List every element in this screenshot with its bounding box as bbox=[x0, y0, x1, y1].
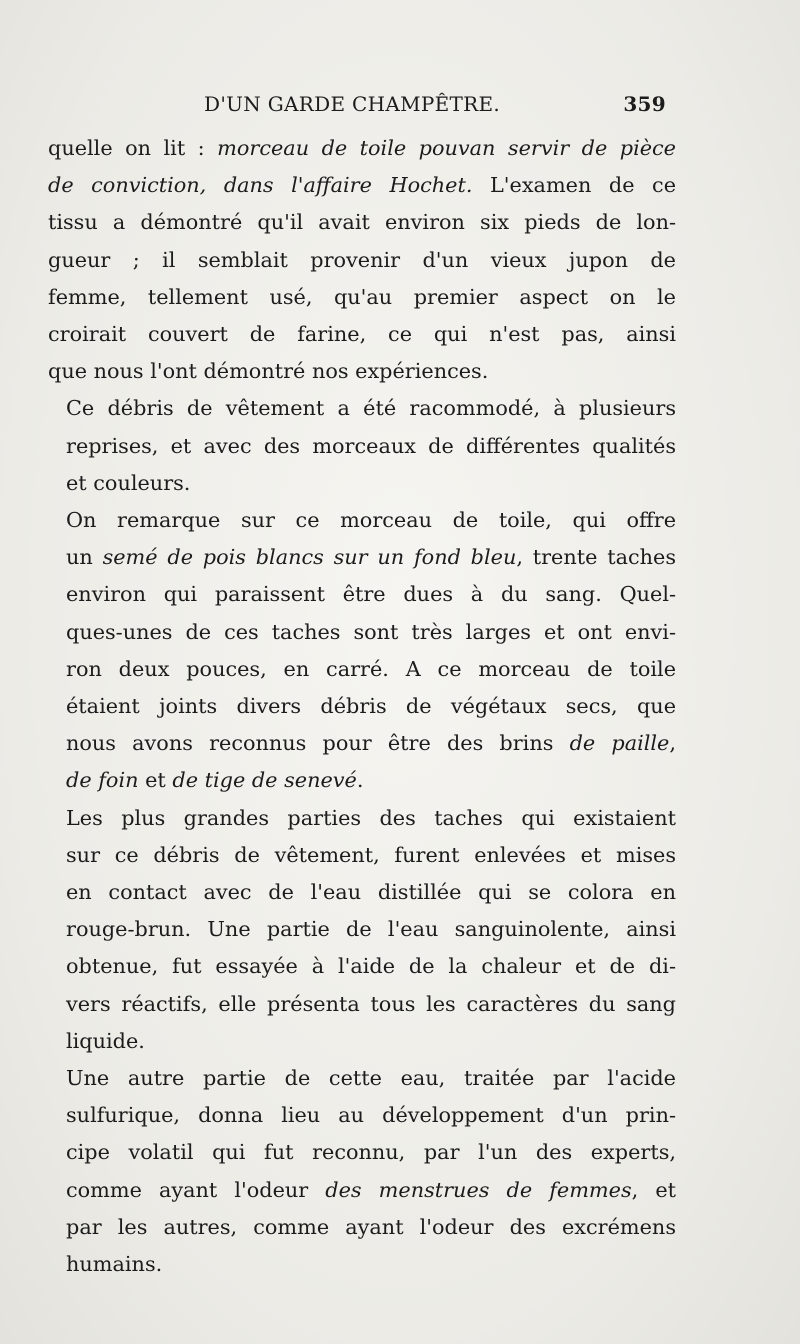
paragraph bbox=[48, 1060, 676, 1283]
text-line bbox=[48, 688, 676, 725]
paragraph bbox=[48, 502, 676, 800]
text-line bbox=[48, 874, 676, 911]
text-line bbox=[48, 1209, 676, 1246]
text-run: sur ce débris de vêtement, furent enlevées et mises bbox=[66, 842, 676, 867]
text-run: et couleurs. bbox=[66, 470, 191, 495]
text-line bbox=[48, 948, 676, 985]
text-run: Ce débris de vêtement a été racommodé, à plusieurs bbox=[66, 396, 676, 421]
running-title: D'UN GARDE CHAMPÊTRE. bbox=[204, 92, 501, 116]
text-run: et bbox=[138, 768, 173, 793]
text-line bbox=[48, 1246, 676, 1283]
text-run: . bbox=[356, 768, 364, 793]
paragraph bbox=[48, 800, 676, 1060]
text-run: quelle on lit : bbox=[48, 136, 218, 160]
paragraph bbox=[48, 390, 676, 502]
text-run: en contact avec de l'eau distillée qui se colora en bbox=[66, 880, 676, 905]
text-run: femme, tellement usé, qu'au premier aspect on le bbox=[48, 284, 676, 309]
page-header bbox=[190, 92, 666, 122]
text-line bbox=[48, 390, 676, 427]
text-run: rouge-brun. Une partie de l'eau sanguinolente, ainsi bbox=[66, 917, 676, 942]
italic-text-run: de conviction, dans l'affaire Hochet. bbox=[48, 173, 473, 198]
text-run: ron deux pouces, en carré. A ce morceau de toile bbox=[66, 656, 676, 681]
text-line bbox=[48, 1134, 676, 1171]
italic-text-run: des menstrues de femmes bbox=[325, 1177, 632, 1202]
text-run: cipe volatil qui fut reconnu, par l'un des experts, bbox=[66, 1140, 676, 1165]
text-line bbox=[48, 353, 676, 390]
text-run: croirait couvert de farine, ce qui n'est pas, ainsi bbox=[48, 322, 676, 347]
text-run: gueur ; il semblait provenir d'un vieux jupon de bbox=[48, 247, 676, 272]
text-line bbox=[48, 130, 676, 167]
text-line bbox=[48, 800, 676, 837]
text-run: obtenue, fut essayée à l'aide de la chaleur et de di- bbox=[66, 954, 676, 979]
text-line bbox=[48, 762, 676, 799]
italic-text-run: morceau de toile pouvan servir de pièce bbox=[217, 136, 676, 160]
text-run: tissu a démontré qu'il avait environ six pieds de lon- bbox=[48, 210, 676, 235]
text-line bbox=[48, 428, 676, 465]
text-line bbox=[48, 911, 676, 948]
text-line bbox=[48, 279, 676, 316]
text-run: vers réactifs, elle présenta tous les caractères du sang bbox=[66, 991, 676, 1016]
text-line bbox=[48, 1060, 676, 1097]
text-run: liquide. bbox=[66, 1028, 145, 1053]
text-run: humains. bbox=[66, 1252, 163, 1277]
text-line bbox=[48, 204, 676, 241]
text-run: On remarque sur ce morceau de toile, qui offre bbox=[66, 508, 676, 533]
text-line bbox=[48, 167, 676, 204]
text-run: étaient joints divers débris de végétaux secs, que bbox=[66, 694, 676, 719]
text-run: Une autre partie de cette eau, traitée par l'acide bbox=[66, 1066, 676, 1091]
text-run: , et bbox=[631, 1177, 676, 1202]
text-run: Les plus grandes parties des taches qui existaient bbox=[66, 805, 676, 830]
text-run: comme ayant l'odeur bbox=[66, 1177, 326, 1202]
italic-text-run: semé de pois blancs sur un fond bleu bbox=[102, 545, 517, 570]
paragraph bbox=[48, 130, 676, 390]
text-line bbox=[48, 651, 676, 688]
text-run: environ qui paraissent être dues à du sang. Quel- bbox=[66, 582, 676, 607]
text-run: L'examen de ce bbox=[472, 173, 677, 198]
text-run: sulfurique, donna lieu au développement d'un prin- bbox=[66, 1103, 676, 1128]
text-line bbox=[48, 316, 676, 353]
body-text bbox=[48, 130, 676, 1283]
italic-text-run: de tige de senevé bbox=[172, 768, 357, 793]
text-line bbox=[48, 725, 676, 762]
text-run: nous avons reconnus pour être des brins bbox=[66, 731, 570, 756]
page-number: 359 bbox=[623, 92, 666, 116]
text-run: par les autres, comme ayant l'odeur des excrémens bbox=[66, 1214, 676, 1239]
text-run: ques-unes de ces taches sont très larges et ont envi- bbox=[66, 619, 676, 644]
text-run: , bbox=[669, 731, 676, 756]
text-run: que nous l'ont démontré nos expériences. bbox=[48, 359, 489, 384]
text-run: un bbox=[66, 545, 103, 570]
text-line bbox=[48, 986, 676, 1023]
text-line bbox=[48, 1097, 676, 1134]
text-line bbox=[48, 1172, 676, 1209]
text-line bbox=[48, 837, 676, 874]
text-line bbox=[48, 465, 676, 502]
text-line bbox=[48, 539, 676, 576]
text-line bbox=[48, 1023, 676, 1060]
text-line bbox=[48, 502, 676, 539]
italic-text-run: de paille bbox=[569, 731, 670, 756]
italic-text-run: de foin bbox=[66, 768, 139, 793]
text-run: reprises, et avec des morceaux de différentes qualités bbox=[66, 433, 676, 458]
text-line bbox=[48, 576, 676, 613]
text-line bbox=[48, 614, 676, 651]
text-run: , trente taches bbox=[516, 545, 676, 570]
text-line bbox=[48, 242, 676, 279]
